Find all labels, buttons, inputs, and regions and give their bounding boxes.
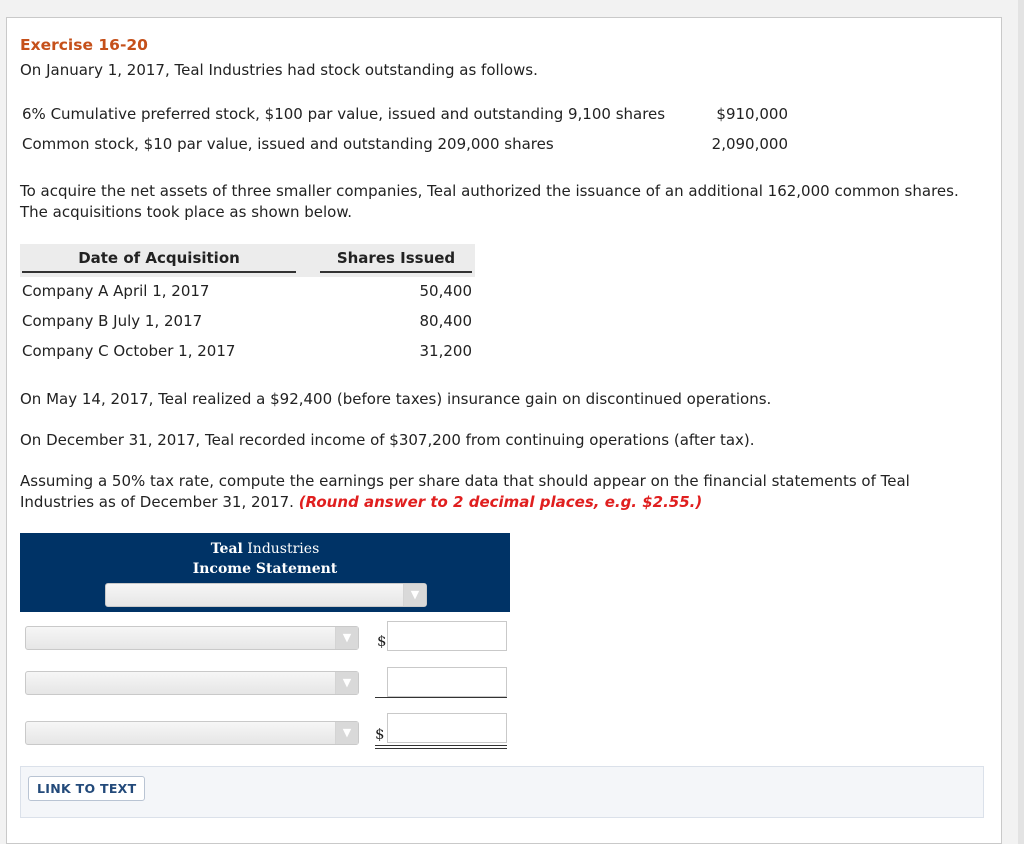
total-double-underline [375,745,507,749]
amount-input-3[interactable] [387,713,507,743]
triangle-down-icon: ▼ [403,584,426,606]
shares-cell: 50,400 [419,282,472,300]
task-text [20,471,980,513]
column-header-date: Date of Acquisition [22,249,296,273]
gain-note: On May 14, 2017, Teal realized a $92,400 (before taxes) insurance gain on discontinued operations. [20,390,772,408]
statement-title: Income Statement [192,561,338,577]
table-row [22,342,472,360]
income-note: On December 31, 2017, Teal recorded income of $307,200 from continuing operations (after tax). [20,431,755,449]
company-name-rest: Industries [242,541,320,557]
exercise-panel [6,17,1002,844]
triangle-down-icon: ▼ [335,722,358,744]
line-item-select-1[interactable] [25,626,359,650]
subtotal-underline [375,697,507,698]
stock-value: 2,090,000 [711,135,788,153]
acquisition-intro: To acquire the net assets of three smaller companies, Teal authorized the issuance of an additional 162,000 common shares. The acquisitions took place as shown below. [20,182,959,221]
statement-header [20,533,510,612]
acquisition-table-header [20,244,475,277]
intro-text: On January 1, 2017, Teal Industries had stock outstanding as follows. [20,61,538,79]
column-header-shares: Shares Issued [320,249,472,273]
company-cell: Company C October 1, 2017 [22,342,236,360]
company-name-bold: Teal [210,541,243,557]
exercise-title: Exercise 16-20 [20,36,148,54]
triangle-down-icon: ▼ [335,672,358,694]
task-instructions: Assuming a 50% tax rate, compute the earnings per share data that should appear on the financial statements of Teal Industries as of December 31, 2017. [20,472,910,511]
stock-label: Common stock, $10 par value, issued and outstanding 209,000 shares [22,135,554,153]
triangle-down-icon: ▼ [335,627,358,649]
footer-panel [20,766,984,818]
company-cell: Company A April 1, 2017 [22,282,210,300]
scrollbar[interactable] [1018,0,1024,844]
stock-row-common [22,135,788,153]
table-row [22,312,472,330]
shares-cell: 80,400 [419,312,472,330]
amount-input-1[interactable] [387,621,507,651]
line-item-select-3[interactable] [25,721,359,745]
stock-row-preferred [22,105,788,123]
company-name [20,541,510,557]
rounding-hint: (Round answer to 2 decimal places, e.g. $2.55.) [298,493,703,511]
dollar-sign: $ [375,725,385,743]
company-cell: Company B July 1, 2017 [22,312,203,330]
link-to-text-button[interactable]: LINK TO TEXT [28,776,145,801]
period-select[interactable] [105,583,427,607]
table-row [22,282,472,300]
dollar-sign: $ [377,632,387,650]
amount-input-2[interactable] [387,667,507,697]
shares-cell: 31,200 [419,342,472,360]
line-item-select-2[interactable] [25,671,359,695]
stock-label: 6% Cumulative preferred stock, $100 par value, issued and outstanding 9,100 shares [22,105,666,123]
stock-value: $910,000 [716,105,788,123]
